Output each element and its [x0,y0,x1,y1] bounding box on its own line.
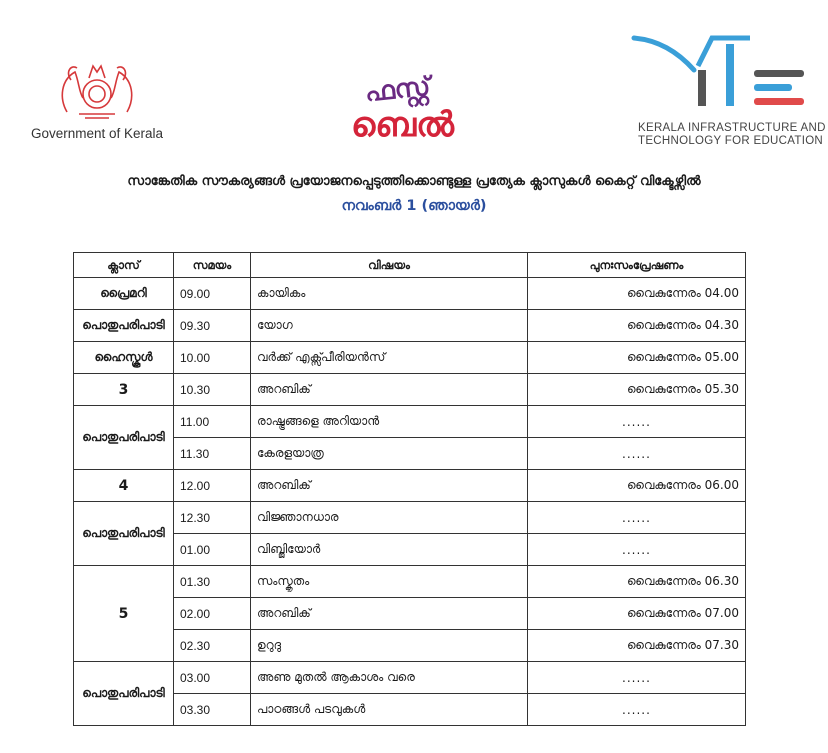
kerala-emblem-icon [49,58,145,122]
class-cell: 3 [74,374,174,406]
time-cell: 10.00 [174,342,251,374]
schedule-date: നവംബർ 1 (ഞായർ) [341,198,487,214]
rerun-cell: വൈകുന്നേരം 06.30 [528,566,746,598]
class-cell: 4 [74,470,174,502]
table-row [74,310,746,342]
rerun-cell: ...... [528,662,746,694]
page-title: സാങ്കേതിക സൗകര്യങ്ങൾ പ്രയോജനപ്പെടുത്തിക്കൊണ്ടുള്ള പ്രത്യേക ക്ലാസുകൾ കൈറ്റ് വിക്ടേഴ്സിൽ [127,174,701,189]
class-cell: 5 [74,566,174,662]
subject-cell: സംസ്കൃതം [251,566,528,598]
subject-cell: അറബിക് [251,598,528,630]
table-row [74,406,746,438]
time-cell: 12.30 [174,502,251,534]
government-label: Government of Kerala [30,126,164,141]
subject-cell: ഉറുദു [251,630,528,662]
kite-logo [628,30,826,150]
time-cell: 09.30 [174,310,251,342]
schedule-table [73,252,746,726]
table-row [74,470,746,502]
table-row [74,694,746,726]
table-row [74,598,746,630]
subject-cell: കായികം [251,278,528,310]
class-cell: ഹൈസ്കൂൾ [74,342,174,374]
table-row [74,566,746,598]
rerun-cell: ...... [528,694,746,726]
subject-cell: അറബിക് [251,470,528,502]
class-cell: പൊതുപരിപാടി [74,662,174,726]
rerun-cell: വൈകുന്നേരം 05.00 [528,342,746,374]
time-cell: 09.00 [174,278,251,310]
time-cell: 02.30 [174,630,251,662]
rerun-cell: വൈകുന്നേരം 05.30 [528,374,746,406]
time-cell: 02.00 [174,598,251,630]
table-row [74,342,746,374]
class-cell: പൊതുപരിപാടി [74,502,174,566]
subject-cell: യോഗ [251,310,528,342]
table-row [74,534,746,566]
time-cell: 11.00 [174,406,251,438]
column-header-subject: വിഷയം [251,253,528,278]
class-cell: പൊതുപരിപാടി [74,310,174,342]
subject-cell: രാഷ്ട്രങ്ങളെ അറിയാൻ [251,406,528,438]
time-cell: 01.30 [174,566,251,598]
subject-cell: അറബിക് [251,374,528,406]
first-bell-logo-line1: ഫസ്റ്റ് [363,71,432,109]
page-header [0,0,828,160]
rerun-cell: ...... [528,502,746,534]
first-bell-logo-line2: ബെൽ [351,105,455,145]
time-cell: 03.30 [174,694,251,726]
column-header-time: സമയം [174,253,251,278]
subject-cell: വിബ്ജിയോർ [251,534,528,566]
subject-cell: വർക്ക് എക്സ്പീരിയൻസ് [251,342,528,374]
first-bell-logo [345,71,455,155]
rerun-cell: ...... [528,534,746,566]
time-cell: 10.30 [174,374,251,406]
rerun-cell: വൈകുന്നേരം 07.00 [528,598,746,630]
time-cell: 12.00 [174,470,251,502]
table-row [74,662,746,694]
table-row [74,374,746,406]
subject-cell: വിജ്ഞാനധാര [251,502,528,534]
rerun-cell: ...... [528,438,746,470]
time-cell: 11.30 [174,438,251,470]
rerun-cell: വൈകുന്നേരം 04.00 [528,278,746,310]
rerun-cell: വൈകുന്നേരം 04.30 [528,310,746,342]
time-cell: 01.00 [174,534,251,566]
rerun-cell: വൈകുന്നേരം 07.30 [528,630,746,662]
kite-caption-line2: TECHNOLOGY FOR EDUCATION [638,135,824,147]
column-header-rerun: പുനഃസംപ്രേഷണം [528,253,746,278]
kite-emblem-icon [628,30,818,120]
subject-cell: പാഠങ്ങൾ പടവുകൾ [251,694,528,726]
time-cell: 03.00 [174,662,251,694]
table-row [74,630,746,662]
class-cell: പൊതുപരിപാടി [74,406,174,470]
table-row [74,278,746,310]
class-cell: പ്രൈമറി [74,278,174,310]
rerun-cell: ...... [528,406,746,438]
subject-cell: അണു മുതൽ ആകാശം വരെ [251,662,528,694]
column-header-class: ക്ലാസ് [74,253,174,278]
subject-cell: കേരളയാത്ര [251,438,528,470]
government-of-kerala-logo [22,58,172,141]
kite-caption-line1: KERALA INFRASTRUCTURE AND [638,122,826,134]
table-header-row [74,253,746,278]
kite-caption [638,122,826,148]
table-body [74,278,746,726]
table-row [74,438,746,470]
table-row [74,502,746,534]
rerun-cell: വൈകുന്നേരം 06.00 [528,470,746,502]
